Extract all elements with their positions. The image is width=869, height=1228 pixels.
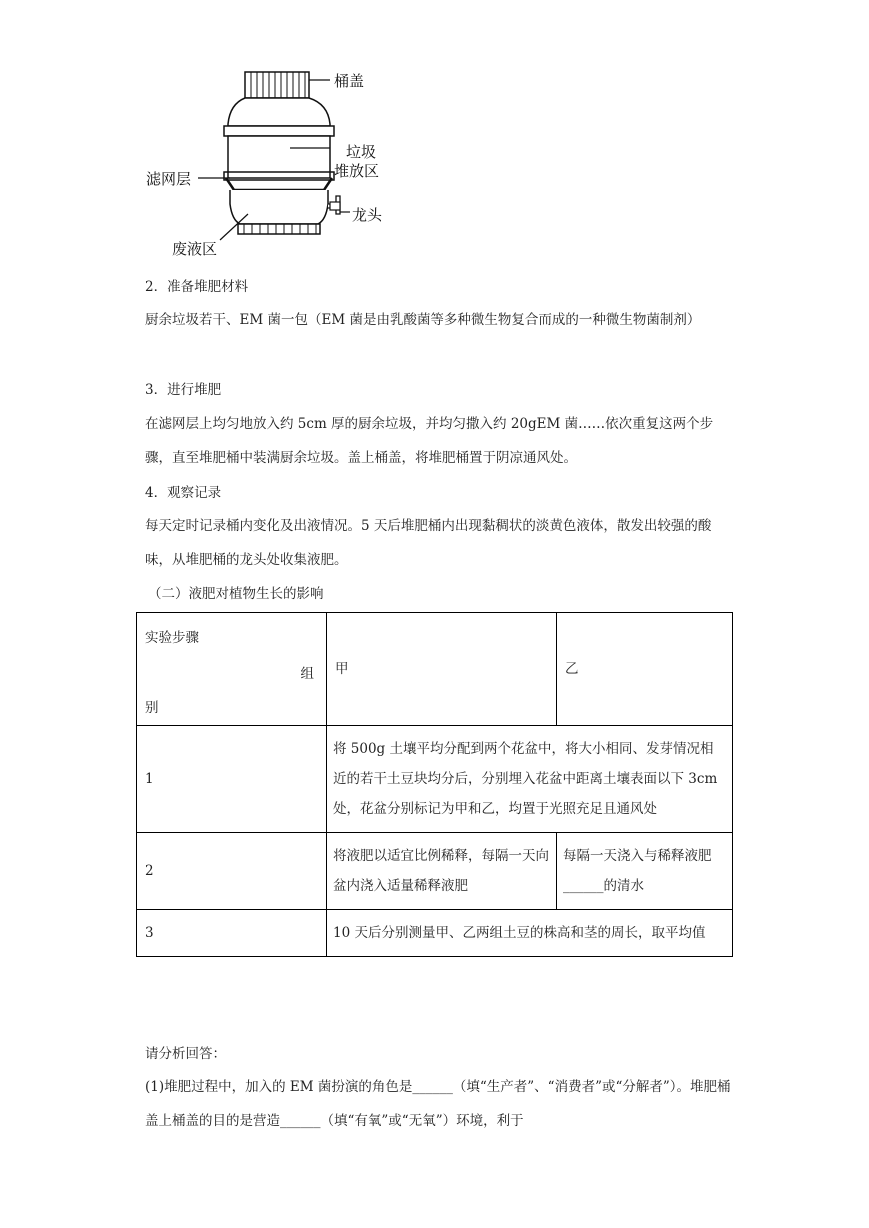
part-2-title: （二）液肥对植物生长的影响 — [148, 586, 324, 602]
header-bie: 别 — [145, 700, 159, 716]
garbage-area-label-1: 垃圾 — [346, 143, 377, 161]
row-2-jia: 将液肥以适宜比例稀释，每隔一天向盆内浇入适量稀释液肥 — [327, 833, 557, 910]
row-1-number: 1 — [137, 726, 327, 833]
lid-label: 桶盖 — [334, 72, 365, 90]
header-corner-cell — [137, 613, 327, 726]
question-1: (1)堆肥过程中，加入的 EM 菌扮演的角色是______（填“生产者”、“消费者”或“分解者”）。堆肥桶盖上桶盖的目的是营造______（填“有氧”或“无氧”）环境，利于 — [145, 1079, 731, 1129]
section-3-title: 3．进行堆肥 — [145, 382, 222, 398]
waste-area-label: 废液区 — [172, 240, 218, 258]
table-row — [137, 910, 733, 957]
row-3-number: 3 — [137, 910, 327, 957]
table-header-row — [137, 613, 733, 726]
filter-layer-label: 滤网层 — [146, 170, 192, 188]
header-group: 组 — [300, 666, 314, 682]
row-2-yi: 每隔一天浇入与稀释液肥______的清水 — [557, 833, 733, 910]
table-row — [137, 726, 733, 833]
experiment-table — [136, 612, 733, 957]
row-3-text: 10 天后分别测量甲、乙两组土豆的株高和茎的周长，取平均值 — [327, 910, 733, 957]
section-3-body: 在滤网层上均匀地放入约 5cm 厚的厨余垃圾，并均匀撒入约 20gEM 菌……依次重复这两个步骤，直至堆肥桶中装满厨余垃圾。盖上桶盖，将堆肥桶置于阴凉通风处。 — [145, 416, 714, 466]
section-2-body: 厨余垃圾若干、EM 菌一包（EM 菌是由乳酸菌等多种微生物复合而成的一种微生物菌制剂） — [145, 312, 701, 328]
header-jia: 甲 — [327, 613, 557, 726]
section-4-title: 4．观察记录 — [145, 485, 222, 501]
row-1-text: 将 500g 土壤平均分配到两个花盆中，将大小相同、发芽情况相近的若干土豆块均分后，分别埋入花盆中距离土壤表面以下 3cm 处，花盆分别标记为甲和乙，均置于光照充足且通风处 — [327, 726, 733, 833]
table-row — [137, 833, 733, 910]
garbage-area-label-2: 堆放区 — [334, 162, 380, 180]
row-2-number: 2 — [137, 833, 327, 910]
tap-label: 龙头 — [352, 206, 383, 224]
header-yi: 乙 — [557, 613, 733, 726]
compost-bucket-figure — [140, 62, 440, 262]
questions-intro: 请分析回答： — [145, 1046, 226, 1062]
header-steps: 实验步骤 — [145, 630, 199, 646]
compost-bucket-diagram — [140, 62, 440, 262]
section-2-title: 2．准备堆肥材料 — [145, 279, 249, 295]
section-4-body: 每天定时记录桶内变化及出液情况。5 天后堆肥桶内出现黏稠状的淡黄色液体，散发出较强的酸味，从堆肥桶的龙头处收集液肥。 — [145, 518, 712, 568]
